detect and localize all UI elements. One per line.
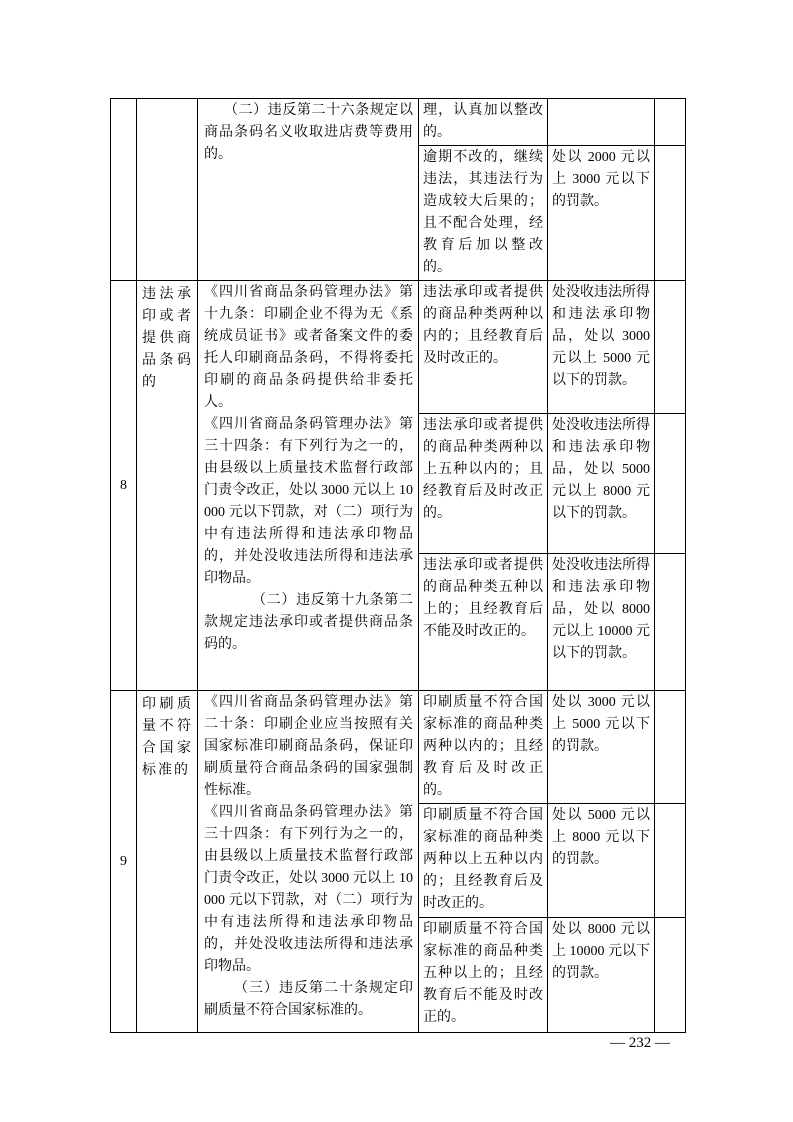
page-number: — 232 —	[610, 1035, 670, 1051]
cell-violation: 印刷质量不符合国家标准的商品种类两种以上五种以内的；且经教育后及时改正的。	[419, 804, 548, 918]
cell-category: 违法承印或者提供商品条码的	[137, 281, 198, 691]
cell-number-empty	[111, 99, 137, 281]
cell-category-empty	[137, 99, 198, 281]
cell-violation: 违法承印或者提供的商品种类两种以上五种以内的；且经教育后及时改正的。	[419, 414, 548, 554]
cell-violation: 违法承印或者提供的商品种类两种以内的；且经教育后及时改正的。	[419, 281, 548, 414]
cell-penalty: 处没收违法所得和违法承印物品，处以 5000 元以上 8000 元以下的罚款。	[548, 414, 655, 554]
cell-extra	[655, 804, 686, 918]
cell-violation: 逾期不改的，继续违法，其违法行为造成较大后果的；且不配合处理，经教育后加以整改的。	[419, 146, 548, 281]
cell-legal-basis	[198, 691, 419, 1033]
legal-paragraph: 《四川省商品条码管理办法》第三十四条：有下列行为之一的，由县级以上质量技术监督行政部门责令改正，处以 3000 元以上 10000 元以下罚款，对（二）项行为中有违法所得和违法承印物品的，并处没收违法所得和违法承印物品。	[204, 417, 413, 586]
table-row	[111, 99, 686, 146]
cell-penalty: 处没收违法所得和违法承印物品，处以 8000 元以上 10000 元以下的罚款。	[548, 554, 655, 691]
cell-extra	[655, 281, 686, 414]
cell-extra	[655, 146, 686, 281]
cell-category: 印刷质量不符合国家标准的	[137, 691, 198, 1033]
cell-extra	[655, 918, 686, 1033]
legal-paragraph: 《四川省商品条码管理办法》第十九条：印刷企业不得为无《系统成员证书》或者备案文件的委托人印刷商品条码，不得将委托印刷的商品条码提供给非委托人。	[204, 285, 413, 410]
cell-number: 9	[111, 691, 137, 1033]
legal-paragraph: 《四川省商品条码管理办法》第三十四条：有下列行为之一的，由县级以上质量技术监督行政部门责令改正，处以 3000 元以上 10000 元以下罚款，对（二）项行为中有违法所得和违法承印物品的，并处没收违法所得和违法承印物品。	[204, 805, 413, 974]
cell-extra	[655, 99, 686, 146]
cell-penalty: 处没收违法所得和违法承印物品，处以 3000 元以上 5000 元以下的罚款。	[548, 281, 655, 414]
cell-penalty: 处以 8000 元以上 10000 元以下的罚款。	[548, 918, 655, 1033]
cell-extra	[655, 691, 686, 804]
legal-paragraph: （二）违反第二十六条规定以商品条码名义收取进店费等费用的。	[204, 103, 413, 162]
legal-paragraph: 《四川省商品条码管理办法》第二十条：印刷企业应当按照有关国家标准印刷商品条码，保证印刷质量符合商品条码的国家强制性标准。	[204, 695, 413, 798]
cell-number: 8	[111, 281, 137, 691]
cell-legal-basis	[198, 99, 419, 281]
cell-penalty: 处以 5000 元以上 8000 元以下的罚款。	[548, 804, 655, 918]
legal-paragraph: （二）违反第十九条第二款规定违法承印或者提供商品条码的。	[204, 593, 413, 652]
penalty-table	[110, 98, 686, 1033]
cell-penalty: 处以 2000 元以上 3000 元以下的罚款。	[548, 146, 655, 281]
cell-violation: 印刷质量不符合国家标准的商品种类两种以内的；且经教育后及时改正的。	[419, 691, 548, 804]
table-row	[111, 281, 686, 414]
cell-legal-basis	[198, 281, 419, 691]
table-row	[111, 691, 686, 804]
cell-extra	[655, 554, 686, 691]
legal-paragraph: （三）违反第二十条规定印刷质量不符合国家标准的。	[204, 981, 413, 1018]
cell-violation: 违法承印或者提供的商品种类五种以上的；且经教育后不能及时改正的。	[419, 554, 548, 691]
cell-violation: 理，认真加以整改的。	[419, 99, 548, 146]
cell-extra	[655, 414, 686, 554]
cell-penalty: 处以 3000 元以上 5000 元以下的罚款。	[548, 691, 655, 804]
cell-violation: 印刷质量不符合国家标准的商品种类五种以上的；且经教育后不能及时改正的。	[419, 918, 548, 1033]
cell-penalty-empty	[548, 99, 655, 146]
